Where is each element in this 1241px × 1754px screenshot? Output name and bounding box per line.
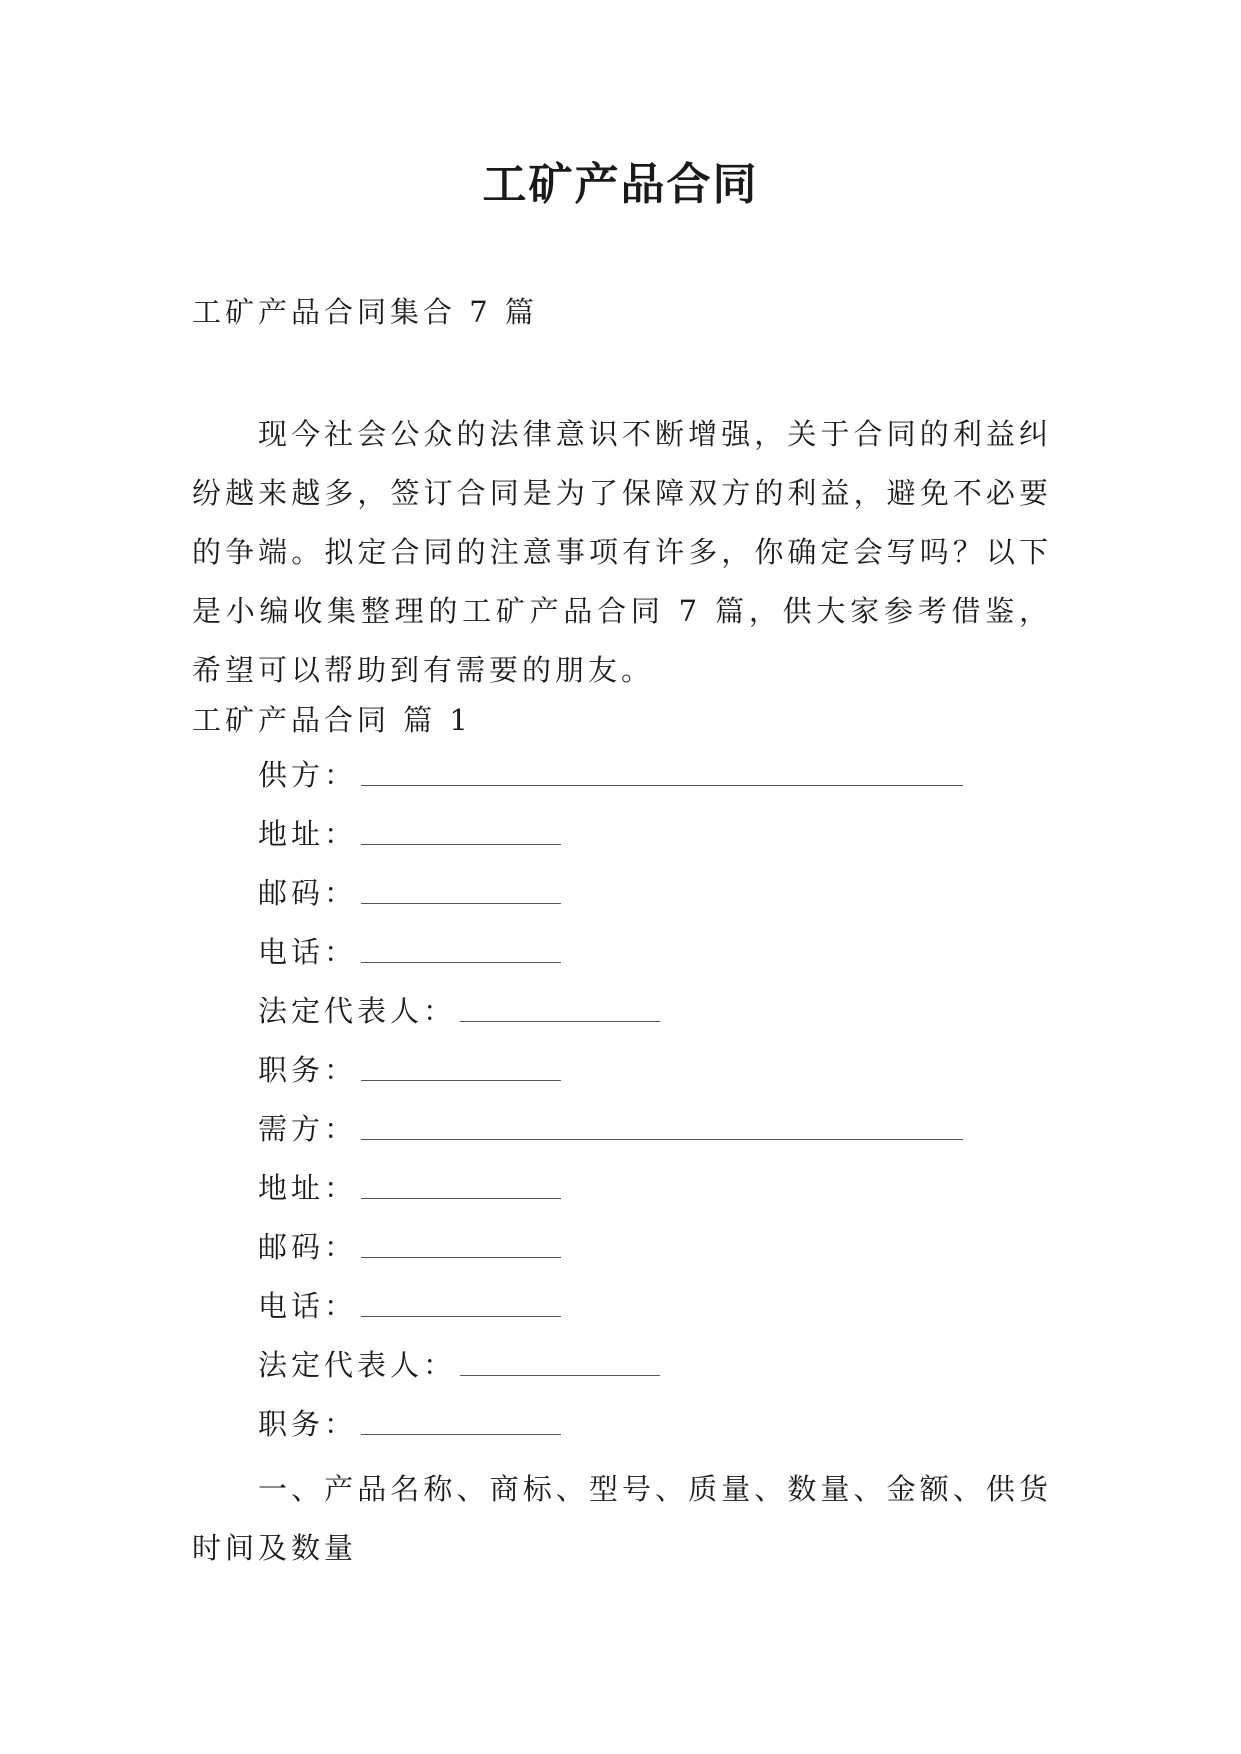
field-blank [361, 814, 561, 845]
field-blank [361, 1404, 561, 1435]
field-row-supplier-legal-rep [258, 991, 1058, 1050]
field-row-buyer-position [258, 1404, 1058, 1463]
field-label: 职务： [258, 1407, 358, 1441]
field-label: 需方： [258, 1112, 358, 1146]
field-blank [361, 1168, 561, 1199]
intro-paragraph: 现今社会公众的法律意识不断增强，关于合同的利益纠纷越来越多，签订合同是为了保障双方的利益，避免不必要的争端。拟定合同的注意事项有许多，你确定会写吗？以下是小编收集整理的工矿产品合同 7 篇，供大家参考借鉴，希望可以帮助到有需要的朋友。 [192, 417, 1052, 687]
field-label: 电话： [258, 1289, 358, 1323]
field-row-buyer-phone [258, 1286, 1058, 1345]
field-blank [361, 873, 561, 904]
field-label: 电话： [258, 935, 358, 969]
field-row-supplier-address [258, 814, 1058, 873]
field-row-supplier-phone [258, 932, 1058, 991]
field-label: 法定代表人： [258, 1348, 457, 1382]
field-row-supplier-postcode [258, 873, 1058, 932]
field-label: 供方： [258, 758, 358, 792]
field-label: 地址： [258, 1171, 358, 1205]
field-label: 邮码： [258, 1230, 358, 1264]
field-row-buyer [258, 1109, 1058, 1168]
field-row-buyer-postcode [258, 1227, 1058, 1286]
field-row-buyer-address [258, 1168, 1058, 1227]
document-title: 工矿产品合同 [482, 159, 759, 210]
field-label: 邮码： [258, 876, 358, 910]
party-fields [258, 755, 1058, 1463]
field-blank [460, 991, 660, 1022]
field-blank [361, 1109, 963, 1140]
field-blank [361, 1227, 561, 1258]
field-blank [460, 1345, 660, 1376]
clause-1: 一、产品名称、商标、型号、质量、数量、金额、供货时间及数量 [192, 1472, 1052, 1565]
field-blank [361, 1050, 561, 1081]
section-heading: 工矿产品合同 篇 1 [192, 703, 472, 737]
field-label: 地址： [258, 817, 358, 851]
field-blank [361, 1286, 561, 1317]
field-row-supplier [258, 755, 1058, 814]
field-blank [361, 932, 561, 963]
field-blank [361, 755, 963, 786]
field-label: 法定代表人： [258, 994, 457, 1028]
field-row-supplier-position [258, 1050, 1058, 1109]
field-row-buyer-legal-rep [258, 1345, 1058, 1404]
field-label: 职务： [258, 1053, 358, 1087]
document-subtitle: 工矿产品合同集合 7 篇 [192, 295, 538, 329]
